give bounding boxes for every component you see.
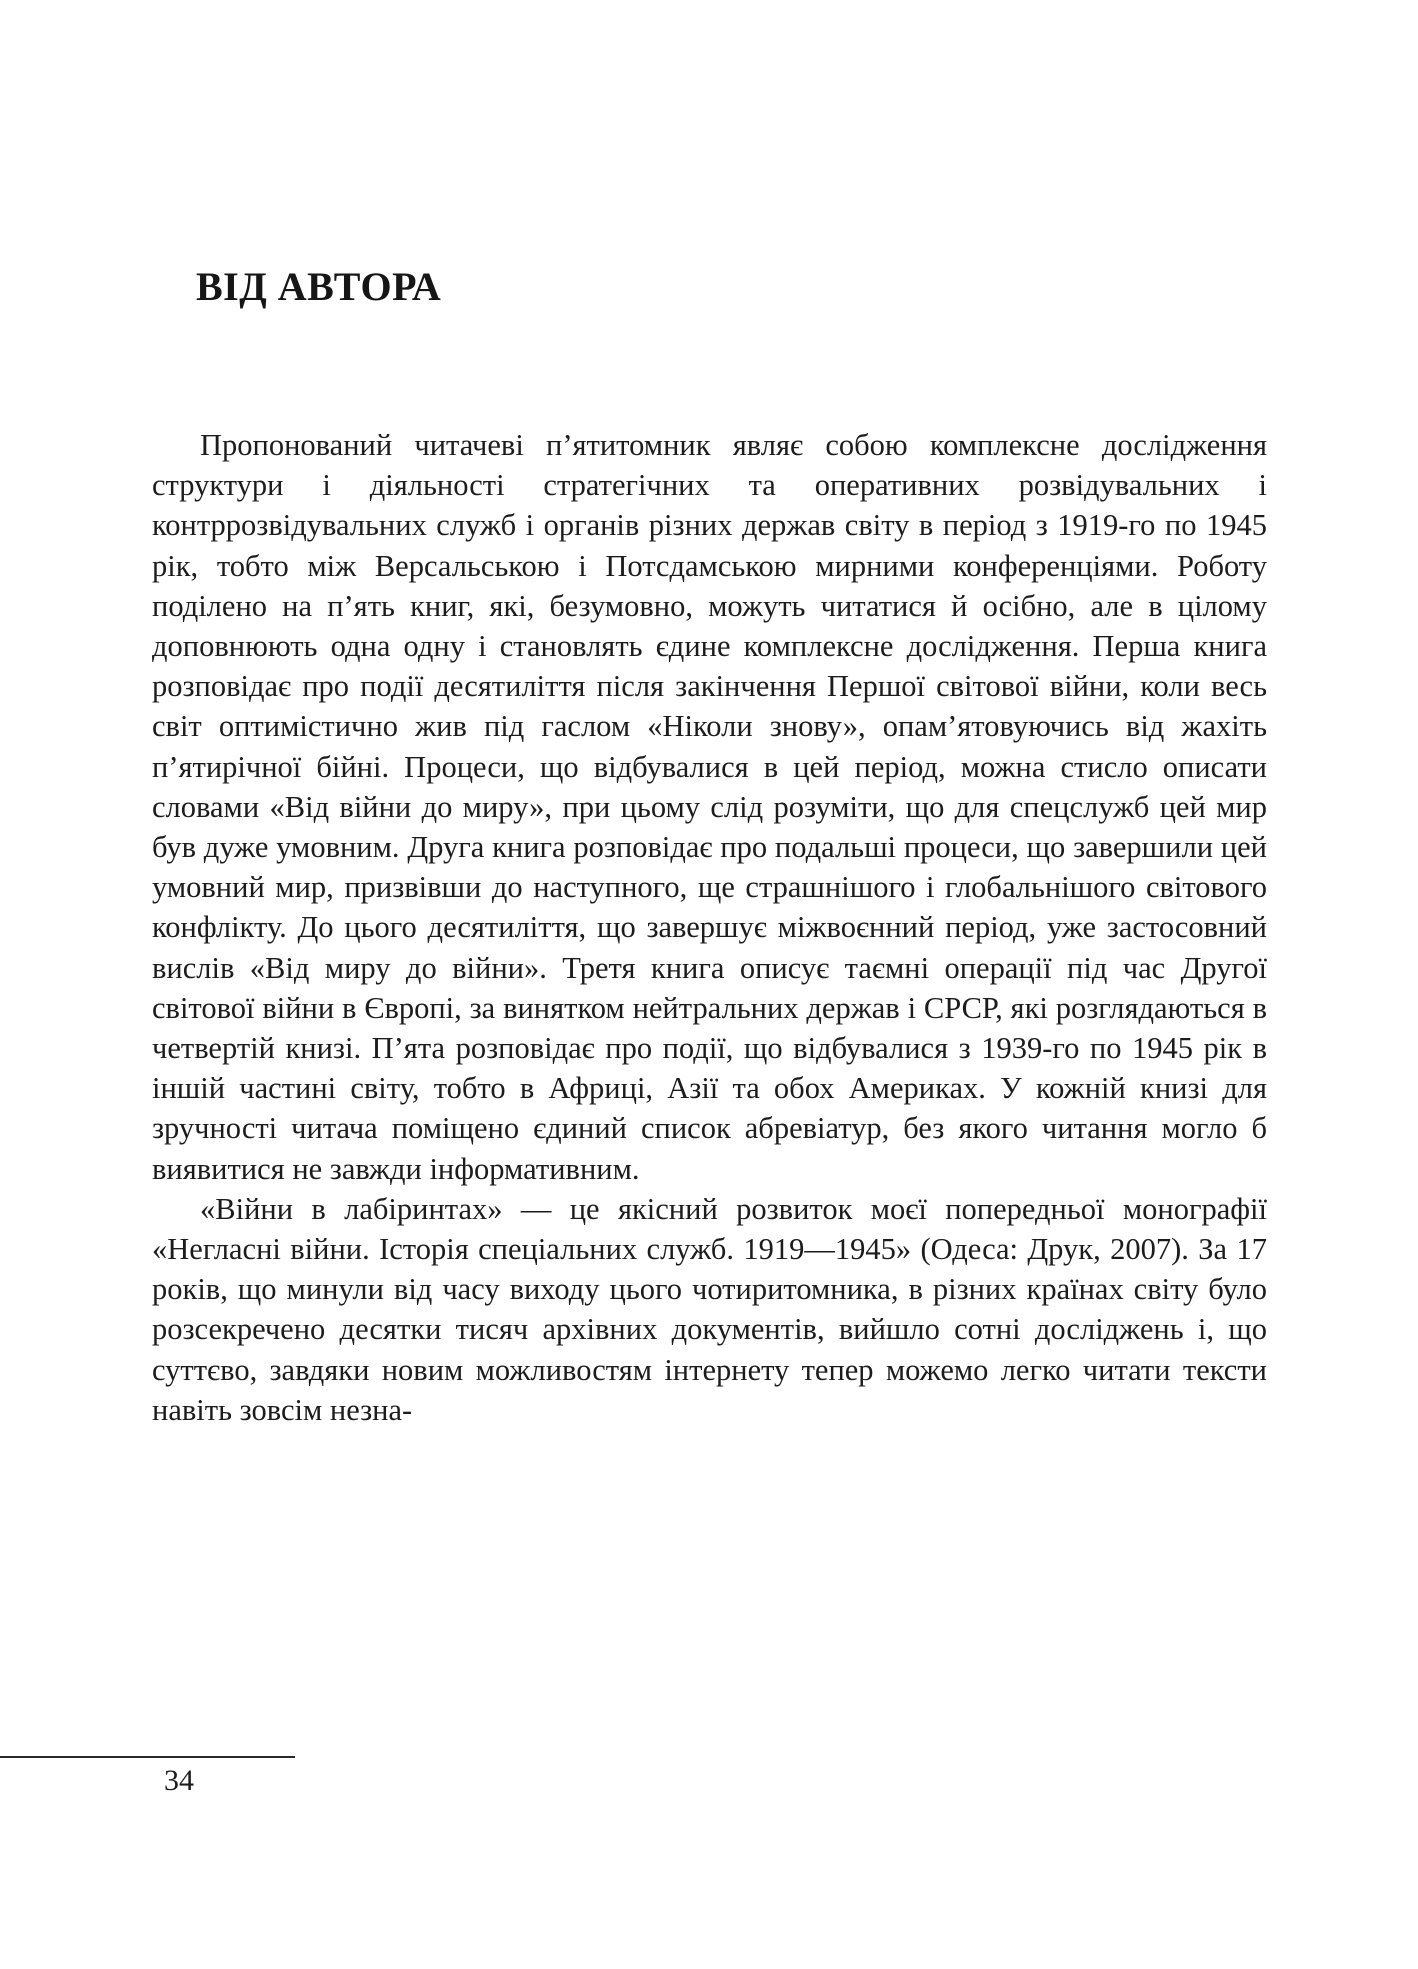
paragraph-1: Пропонований читачеві п’ятитомник являє собою комплексне дослідження структури і діяльності стратегічних та оперативних розвідувальних і контррозвідувальних служб і органів різних держав світу в період з 1919-го по 1945 рік, тобто між Версальською і Потсдамською мирними конференціями. Роботу поділено на п’ять книг, які, безумовно, можуть читатися й осібно, але в цілому доповнюють одна одну і становлять єдине комплексне дослідження. Перша книга розповідає про події десятиліття після закінчення Першої світової війни, коли весь світ оптимістично жив під гаслом «Ніколи знову», опам’ятовуючись від жахіть п’ятирічної бійні. Процеси, що відбувалися в цей період, можна стисло описати словами «Від війни до миру», при цьому слід розуміти, що для спецслужб цей мир був дуже умовним. Друга книга розповідає про подальші процеси, що завершили цей умовний мир, призвівши до наступного, ще страшнішого і глобальнішого світового конфлікту. До цього десятиліття, що завершує міжвоєнний період, уже застосовний вислів «Від миру до війни». Третя книга описує таємні операції під час Другої світової війни в Європі, за винятком нейтральних держав і СРСР, які розглядаються в четвертій книзі. П’ята розповідає про події, що відбувалися з 1939-го по 1945 рік в іншій частині світу, тобто в Африці, Азії та обох Америках. У кожній книзі для зручності читача поміщено єдиний список абревіатур, без якого читання могло б виявитися не завжди інформативним.	[152, 428, 1267, 1186]
page-number: 34	[164, 1764, 194, 1797]
footer-divider	[0, 1756, 295, 1758]
page-title: ВІД АВТОРА	[196, 263, 442, 309]
paragraph-2: «Війни в лабіринтах» — це якісний розвиток моєї попередньої монографії «Негласні війни. Історія спеціальних служб. 1919—1945» (Одеса: Друк, 2007). За 17 років, що минули від часу виходу цього чотиритомника, в різних країнах світу було розсекречено десятки тисяч архівних документів, вийшло сотні досліджень і, що суттєво, завдяки новим можливостям інтернету тепер можемо легко читати тексти навіть зовсім незна-	[152, 1191, 1267, 1427]
body-text	[152, 425, 1267, 1430]
